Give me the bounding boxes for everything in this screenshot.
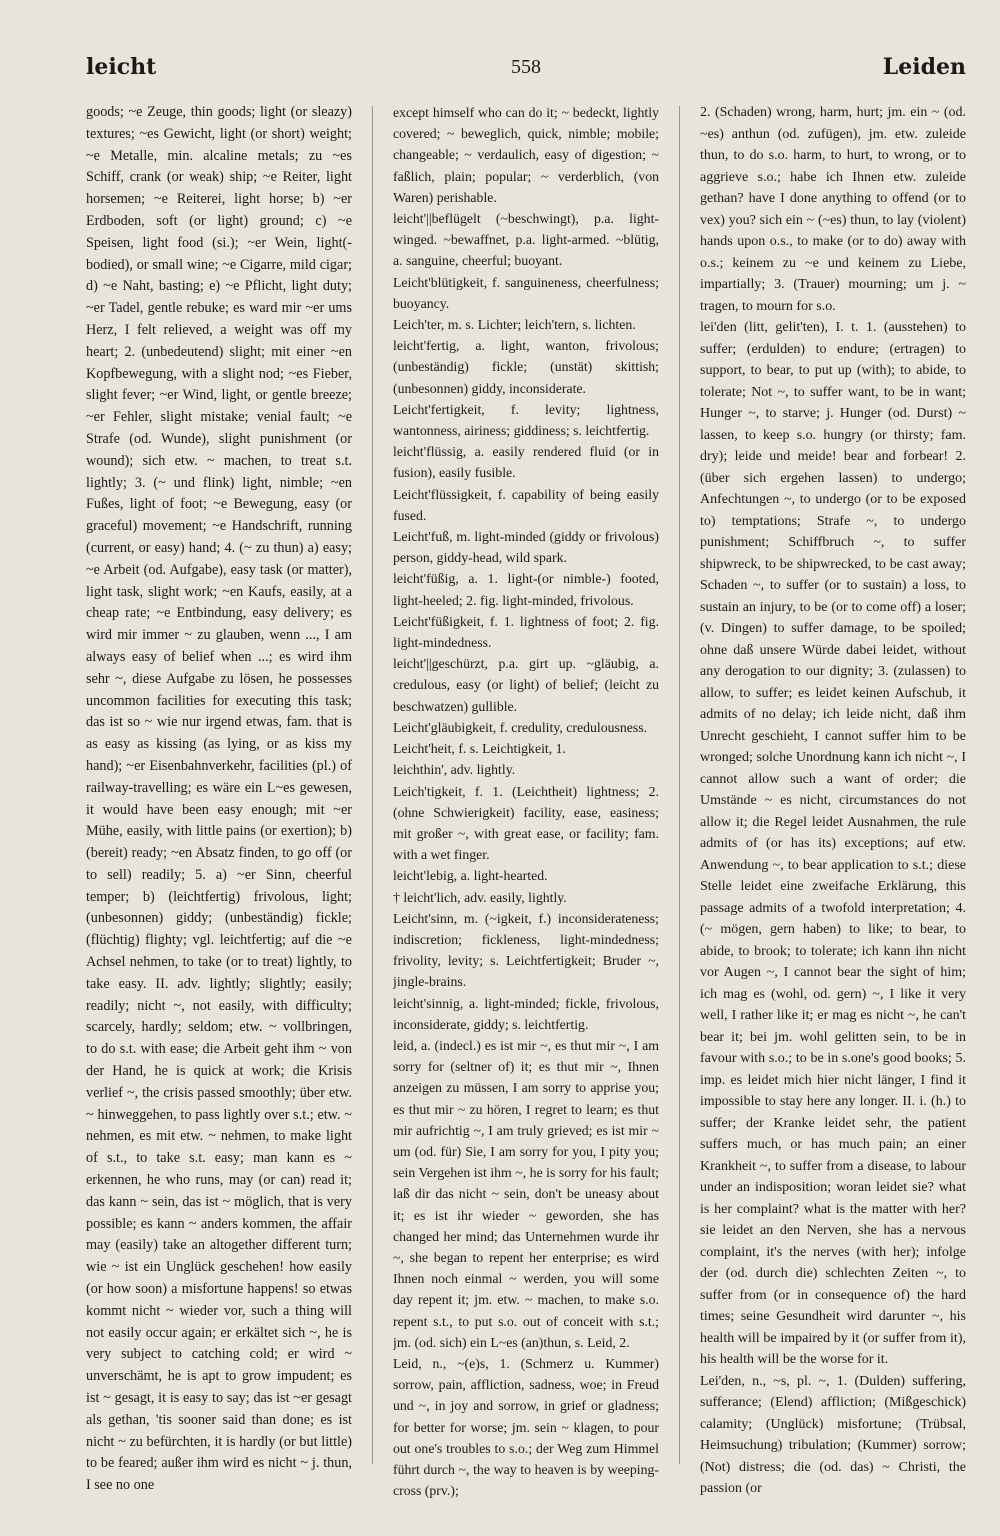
column-3 [700,102,966,1504]
dictionary-entry: Leicht'füßigkeit, f. 1. lightness of foot; 2. fig. light-mindedness. [393,613,659,651]
dictionary-entry: leicht'sinnig, a. light-minded; fickle, frivolous, inconsiderate, giddy; s. leichtfertig. [393,995,659,1032]
page-number: 558 [511,56,541,78]
dictionary-entry: leicht'fertig, a. light, wanton, frivolous; (unbeständig) fickle; (unstät) skittish; (unbesonnen) giddy, inconsiderate. [393,338,659,396]
dictionary-entry: except himself who can do it; ~ bedeckt, lightly covered; ~ beweglich, quick, nimble; mobile; changeable; ~ verdaulich, easy of digestion; ~ faßlich, plain; popular; ~ verderblich, (von Waren) perishable. [393,105,659,205]
dictionary-entry: leicht'||geschürzt, p.a. girt up. ~gläubig, a. credulous, easy (or light) of belief; (leicht zu beschwatzen) gullible. [393,656,659,714]
dictionary-entry: † leicht'lich, adv. easily, lightly. [393,889,567,905]
dictionary-entry: Leicht'sinn, m. (~igkeit, f.) inconsiderateness; indiscretion; fickleness, light-mindedness; frivolity, levity; s. Leichtfertigkeit; Bruder ~, jingle-brains. [393,910,659,990]
dictionary-entry: Leicht'fuß, m. light-minded (giddy or frivolous) person, giddy-head, wild spark. [393,529,659,566]
column-1 [86,102,352,1504]
dictionary-entry: Leicht'flüssigkeit, f. capability of being easily fused. [393,486,659,523]
dictionary-entry: Leicht'gläubigkeit, f. credulity, credulousness. [393,719,648,735]
dictionary-entry: Leich'tigkeit, f. 1. (Leichtheit) lightness; 2. (ohne Schwierigkeit) facility, ease, easiness; mit großer ~, with great ease, or facility; fam. with a wet finger. [393,783,659,863]
dictionary-entry: Leid, n., ~(e)s, 1. (Schmerz u. Kummer) sorrow, pain, affliction, sadness, woe; in Freud und ~, in joy and sorrow, in grief or gladness; for better for worse; jm. sein ~ klagen, to pour out one's troubles to s.o.; der Weg zum Himmel führt durch ~, the way to heaven is by weeping-cross (prv.); [393,1355,659,1499]
column-2 [393,102,659,1504]
guide-word-right: Leiden [882,54,966,80]
column-rule [679,106,680,1464]
dictionary-entry: leicht'||beflügelt (~beschwingt), p.a. light-winged. ~bewaffnet, p.a. light-armed. ~blütig, a. sanguine, cheerful; buoyant. [393,211,659,269]
dictionary-entry: leicht'lebig, a. light-hearted. [393,868,548,884]
running-head [86,54,966,84]
dictionary-entry: 2. (Schaden) wrong, harm, hurt; jm. ein ~ (od. ~es) anthun (od. zufügen), jm. etw. zuleide thun, to do s.o. harm, to hurt, to wrong, or to aggrieve s.o.; habe ich Ihnen etw. zuleide gethan? have I done anything to offend (or to vex) you? sich ein ~ (~es) thun, to lay (violent) hands upon o.s., to make (or to do) away with o.s.; keinem zu ~e und keinem zu Liebe, impartially; 3. (Trauer) mourning; um j. ~ tragen, to mourn for s.o. [700,105,966,314]
dictionary-entry: leicht'flüssig, a. easily rendered fluid (or in fusion), easily fusible. [393,444,659,481]
dictionary-entry: lei'den (litt, gelit'ten), I. t. 1. (ausstehen) to suffer; (erdulden) to endure; (ertragen) to support, to bear, to put up (with); to abide, to tolerate; Not ~, to suffer want, to be in want; Hunger ~, to starve; j. Hunger (od. Durst) ~ lassen, to keep s.o. hungry (or thirsty; fam. dry); leide und meide! bear and forbear! 2. (über sich ergehen lassen) to undergo; Anfechtungen ~, to undergo (or to be exposed to) temptations; Strafe ~, to undergo punishment; Schiffbruch ~, to suffer shipwreck, to be shipwrecked, to be cast away; Schaden ~, to suffer (or to sustain) a loss, to sustain an injury, to be (or to come off) a loser; (v. Dingen) to suffer damage, to be spoiled; ohne daß unsere Würde dabei leidet, without any derogation to our dignity; 3. (zulassen) to allow, to suffer; es leidet keinen Aufschub, it admits of no delay; ich leide nicht, daß ihm Unrecht geschieht, I cannot suffer him to be wronged; solche Unordnung kann ich nicht ~, I cannot allow such a want of order; die Umstände ~ es nicht, circumstances do not allow it; die Regel leidet Ausnahmen, the rule admits of (or has its) exceptions; auf etw. Anwendung ~, to bear application to s.t.; diese Stelle leidet eine zweifache Erklärung, this passage admits of a twofold interpretation; 4. (~ mögen, gern haben) to like; to bear, to abide, to brook; to tolerate; ich kann ihn nicht vor Augen ~, I cannot bear the sight of him; ich mag es (wohl, od. gern) ~, I like it very well, I rather like it; er mag es nicht ~, he can't bear it; bei jm. wohl gelitten sein, to be in favour with s.o.; to be in s.one's good books; 5. imp. es leidet mich hier nicht länger, I find it impossible to stay here any longer. II. i. (h.) to suffer; der Kranke leidet sehr, the patient suffers much, or has much pain; an einer Krankheit ~, to suffer from a disease, to labour under an indisposition; woran leidet sie? what is her complaint? what is the matter with her? sie leidet an den Nerven, she has a nervous complaint, it's the nerves (with her); infolge der (od. durch die) schlechten Zeiten ~, to suffer from (or in consequence of) the hard times; seine Gesundheit wird darunter ~, his health will be impaired by it (or suffer from it), his health will be the worse for it. [700,320,966,1367]
dictionary-entry: Leicht'fertigkeit, f. levity; lightness, wantonness, airiness; giddiness; s. leichtfertig. [393,401,659,439]
dictionary-entry: Leicht'blütigkeit, f. sanguineness, cheerfulness; buoyancy. [393,274,659,311]
dictionary-entry: Leicht'heit, f. s. Leichtigkeit, 1. [393,741,566,757]
dictionary-entry: leicht'füßig, a. 1. light-(or nimble-) footed, light-heeled; 2. fig. light-minded, frivolous. [393,571,659,608]
column-rule [372,106,373,1464]
dictionary-entry: Leich'ter, m. s. Lichter; leich'tern, s. lichten. [393,317,636,333]
dictionary-entry: Lei'den, n., ~s, pl. ~, 1. (Dulden) suffering, sufferance; (Elend) affliction; (Mißgeschick) calamity; (Unglück) misfortune; (Trübsal, Heimsuchung) tribulation; (Kummer) sorrow; (Not) distress; die (od. das) ~ Christi, the passion (or [700,1373,966,1496]
text-columns [86,102,966,1504]
dictionary-entry: leichthin', adv. lightly. [393,762,516,778]
guide-word-left: leicht [86,54,157,80]
dictionary-entry: goods; ~e Zeuge, thin goods; light (or sleazy) textures; ~es Gewicht, light (or short) weight; ~e Metalle, min. alcaline metals; zu ~es Schiff, crank (or weak) ship; ~e Reiter, light horsemen; ~e Reiterei, light horse; b) ~er Erdboden, soft (or light) ground; c) ~e Speisen, light food (si.); ~er Wein, light(-bodied), or small wine; ~e Cigarre, mild cigar; d) ~e Naht, basting; e) ~e Pflicht, light duty; ~er Tadel, gentle rebuke; es ward mir ~er ums Herz, I felt relieved, a weight was off my heart; 2. (unbedeutend) slight; mit einer ~en Kopfbewegung, with a slight nod; ~es Fieber, slight fever; ~er Wind, light, or gentle breeze; ~er Fehler, slight mistake; venial fault; ~e Strafe (od. Wunde), slight punishment (or wound); sich etw. ~ machen, to treat s.t. lightly; 3. (~ und flink) light, nimble; ~en Fußes, light of foot; ~e Bewegung, easy (or graceful) movement; ~e Handschrift, running (current, or easy) hand; 4. (~ zu thun) a) easy; ~e Arbeit (od. Aufgabe), easy task (or matter), light task, slight work; ~en Kaufs, easily, at a cheap rate; ~e Entbindung, easy delivery; es wird mir immer ~ zu glauben, wenn ..., I am always easy of belief when ...; es wird ihm sehr ~, diese Aufgabe zu lösen, he possesses uncommon facilities for executing this task; das ist so ~ wie nur irgend etwas, fam. that is as easy as kissing (as lying, or as kiss my hand); ~er Eisenbahnverkehr, facilities (pl.) of railway-travelling; es wäre ein L~es gewesen, it would have been easy enough; mit ~er Mühe, easily, with little pains (or exertion); b) (bereit) ready; ~en Absatz finden, to go off (or to sell) readily; 5. a) ~er Sinn, cheerful temper; b) (leichtfertig) frivolous, light; (unbesonnen) giddy; (unbeständig) fickle; (flüchtig) flighty; vgl. leichtfertig; auf die ~e Achsel nehmen, to take (or to treat) lightly, to take easy. II. adv. lightly; slightly; easily; readily; nicht ~, not easily, with difficulty; scarcely, hardly; seldom; etw. ~ vollbringen, to do s.t. with ease; die Arbeit geht ihm ~ von der Hand, he is quick at work; die Krisis verlief ~, the crisis passed smoothly; über etw. ~ hinweggehen, to pass lightly over s.t.; etw. ~ nehmen, es mit etw. ~ nehmen, to make light of s.t., to take s.t. easy; man kann es ~ erkennen, he who runs, may (or can) read it; das kann ~ sein, das ist ~ möglich, that is very possible; es kann ~ anders kommen, the affair may (easily) take an altogether different turn; wie ~ ist ein Unglück geschehen! how easily (or how soon) a misfortune happens! so etwas kommt nicht ~ wieder vor, such a thing will not easily occur again; er erkältet sich ~, he is very subject to catching cold; er wird ~ unverschämt, he is apt to grow impudent; es ist ~ gesagt, it is easy to say; das ist ~er gesagt als gethan, 'tis sooner said than done; es ist nicht ~ zu befürchten, it is hardly (or but little) to be feared; außer ihm wird es nicht ~ j. thun, I see no one [86,104,352,1494]
dictionary-entry: leid, a. (indecl.) es ist mir ~, es thut mir ~, I am sorry for (seltner of) it; es thut mir ~, Ihnen anzeigen zu müssen, I am sorry to apprise you; es thut mir ~ zu hören, I regret to learn; es thut mir aufrichtig ~, I am truly grieved; es ist mir ~ um (od. für) Sie, I am sorry for you, I pity you; sein Vergehen ist ihm ~, he is sorry for his fault; laß dir das nicht ~ sein, don't be uneasy about it; es ist ihr wieder ~ geworden, she has changed her mind; das Unternehmen wurde ihr ~, she began to repent her enterprise; es wird Ihnen noch einmal ~ werden, you will some day repent it; jm. etw. ~ machen, to make s.o. repent s.t., to put s.o. out of conceit with s.t.; jm. (od. sich) ein L~es (an)thun, s. Leid, 2. [393,1037,659,1350]
